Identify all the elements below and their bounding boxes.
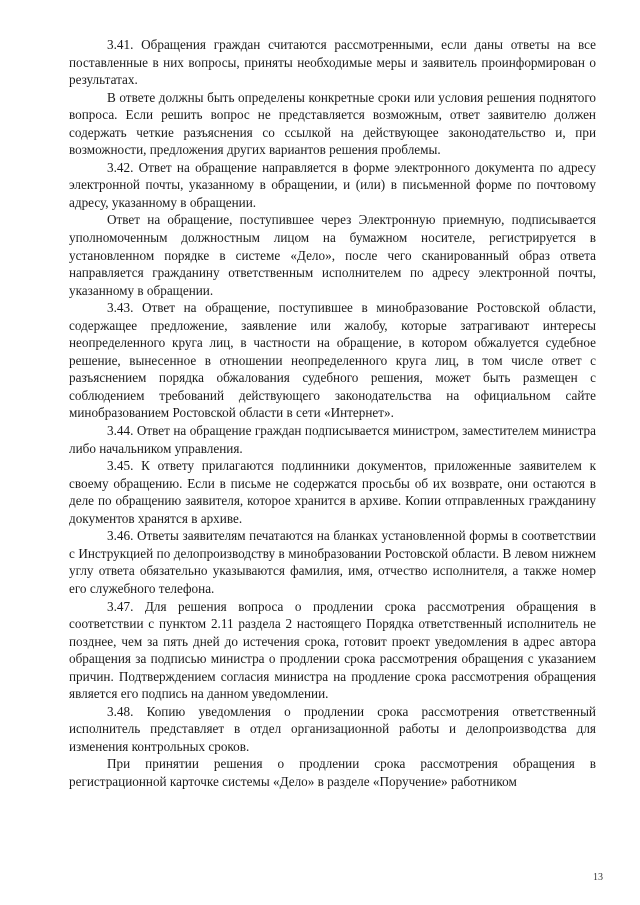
paragraph-3-43: 3.43. Ответ на обращение, поступившее в минобразование Ростовской области, содержащее предложение, заявление или жалобу, которые затрагивают интересы неопределенного круга лиц, в частности на обращение, в котором обжалуется судебное решение, вынесенное в отношении неопределенного круга лиц, в том числе ответ с разъяснением порядка обжалования судебного решения, может быть размещен с соблюдением требований действующего законодательства на официальном сайте минобразованием Ростовской области в сети «Интернет». [69, 300, 596, 421]
paragraph-electronic-reception: Ответ на обращение, поступившее через Электронную приемную, подписывается уполномоченным должностным лицом на бумажном носителе, регистрируется в установленном порядке в системе «Дело», после чего сканированный образ ответа направляется гражданину ответственным исполнителем по адресу электронной почты, указанному в обращении. [69, 212, 596, 298]
paragraph-3-41: 3.41. Обращения граждан считаются рассмотренными, если даны ответы на все поставленные в них вопросы, приняты необходимые меры и заявитель проинформирован о результатах. [69, 37, 596, 88]
paragraph-answer-requirements: В ответе должны быть определены конкретные сроки или условия решения поднятого вопроса. Если решить вопрос не представляется возможным, ответ заявителю должен содержать четкие разъяснения со ссылкой на действующее законодательство и, при возможности, предложения других вариантов решения проблемы. [69, 89, 596, 158]
paragraph-3-45: 3.45. К ответу прилагаются подлинники документов, приложенные заявителем к своему обращению. Если в письме не содержатся просьбы об их возврате, они остаются в деле по обращению заявителя, которое хранится в архиве. Копии отправленных гражданину документов хранятся в архиве. [69, 458, 596, 526]
paragraph-3-48: 3.48. Копию уведомления о продлении срока рассмотрения ответственный исполнитель представляет в отдел организационной работы и делопроизводства для изменения контрольных сроков. [69, 703, 596, 754]
paragraph-3-44: 3.44. Ответ на обращение граждан подписывается министром, заместителем министра либо начальником управления. [69, 423, 596, 456]
paragraph-3-42: 3.42. Ответ на обращение направляется в форме электронного документа по адресу электронной почты, указанному в обращении, и (или) в письменной форме по почтовому адресу, указанному в обращении. [69, 159, 596, 210]
document-page [69, 36, 596, 791]
paragraph-3-46: 3.46. Ответы заявителям печатаются на бланках установленной формы в соответствии с Инструкцией по делопроизводству в минобразовании Ростовской области. В левом нижнем углу ответа обязательно указываются фамилия, имя, отчество исполнителя, а также номер его служебного телефона. [69, 528, 596, 596]
paragraph-extension-decision: При принятии решения о продлении срока рассмотрения обращения в регистрационной карточке системы «Дело» в разделе «Поручение» работником [69, 756, 596, 789]
paragraph-3-47: 3.47. Для решения вопроса о продлении срока рассмотрения обращения в соответствии с пунктом 2.11 раздела 2 настоящего Порядка ответственный исполнитель не позднее, чем за пять дней до истечения срока, готовит проект уведомления в адрес автора обращения за подписью министра о продлении срока рассмотрения обращения с указанием причин. Подтверждением согласия министра на продление срока рассмотрения обращения является его подпись на данном уведомлении. [69, 598, 596, 702]
page-number: 13 [593, 872, 603, 883]
